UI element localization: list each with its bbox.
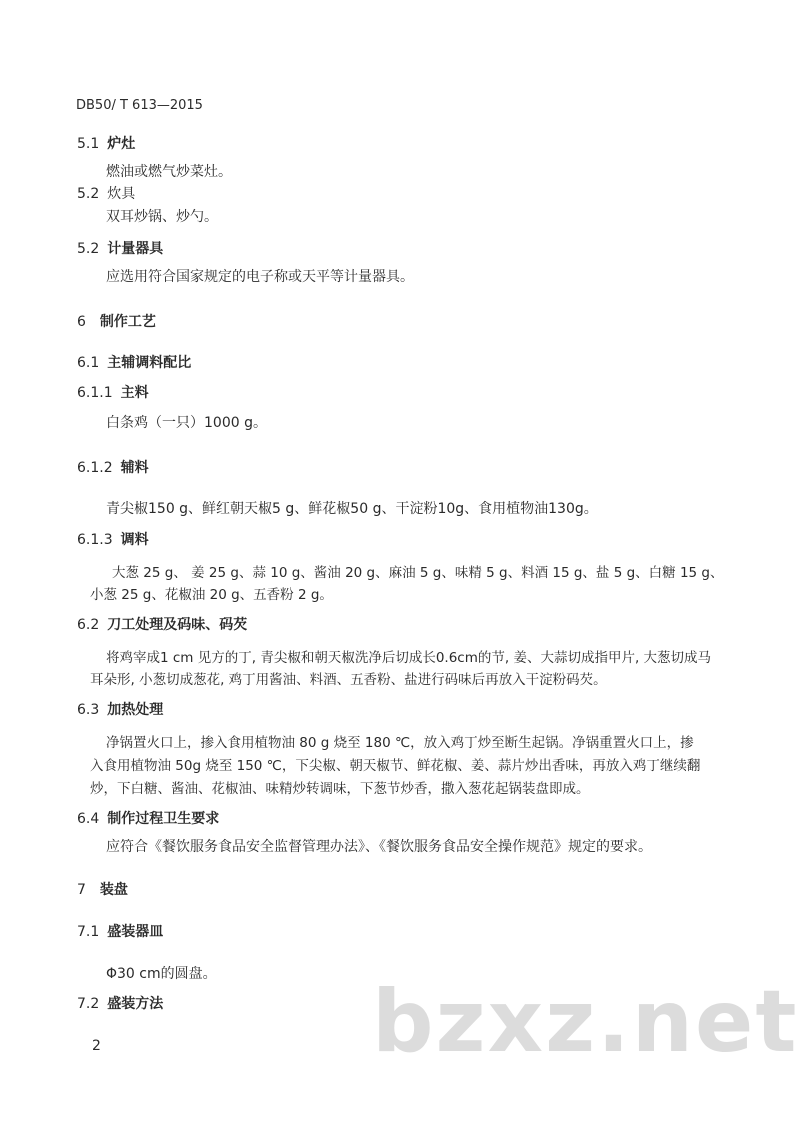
section-6-3-heading: 6.3 加热处理 (77, 702, 164, 718)
section-6-1-2-heading: 6.1.2 辅料 (77, 460, 149, 476)
section-7-2-heading: 7.2 盛装方法 (77, 996, 164, 1012)
section-7-heading: 7 装盘 (77, 882, 128, 898)
section-5-1-body: 燃油或燃气炒菜灶。 (106, 164, 232, 180)
section-6-3-body-line1: 净锅置火口上，掺入食用植物油 80 g 烧至 180 ℃，放入鸡丁炒至断生起锅。净锅重置火口上，掺 (106, 735, 694, 751)
standard-code-header: DB50/ T 613—2015 (76, 98, 203, 113)
section-6-3-body-line3: 炒，下白糖、酱油、花椒油、味精炒转调味，下葱节炒香，撒入葱花起锅装盘即成。 (90, 781, 590, 797)
section-6-1-1-heading: 6.1.1 主料 (77, 385, 149, 401)
section-6-4-heading: 6.4 制作过程卫生要求 (77, 811, 220, 827)
watermark-text: bzxz.net (372, 972, 799, 1072)
section-5-2a-heading: 5.2 炊具 (77, 186, 136, 202)
section-6-1-3-heading: 6.1.3 调料 (77, 532, 149, 548)
section-5-1-heading: 5.1 炉灶 (77, 136, 136, 152)
section-6-1-2-body: 青尖椒150 g、鲜红朝天椒5 g、鲜花椒50 g、干淀粉10g、食用植物油130g。 (106, 501, 598, 517)
page-number: 2 (92, 1038, 101, 1054)
section-6-4-body: 应符合《餐饮服务食品安全监督管理办法》、《餐饮服务食品安全操作规范》规定的要求。 (106, 839, 652, 855)
section-6-heading: 6 制作工艺 (77, 314, 156, 330)
section-6-1-1-body: 白条鸡（一只）1000 g。 (106, 415, 267, 431)
section-6-1-3-body-line1: 大葱 25 g、 姜 25 g、蒜 10 g、酱油 20 g、麻油 5 g、味精 5 g、料酒 15 g、盐 5 g、白糖 15 g、 (112, 565, 724, 581)
section-6-3-body-line2: 入食用植物油 50g 烧至 150 ℃，下尖椒、朝天椒节、鲜花椒、姜、蒜片炒出香味，再放入鸡丁继续翻 (90, 758, 701, 774)
section-7-1-heading: 7.1 盛装器皿 (77, 924, 164, 940)
section-6-2-heading: 6.2 刀工处理及码味、码芡 (77, 617, 248, 633)
section-5-2b-body: 应选用符合国家规定的电子称或天平等计量器具。 (106, 269, 414, 285)
section-6-2-body-line1: 将鸡宰成1 cm 见方的丁, 青尖椒和朝天椒洗净后切成长0.6cm的节, 姜、大蒜切成指甲片, 大葱切成马 (106, 650, 712, 666)
section-5-2a-body: 双耳炒锅、炒勺。 (106, 209, 218, 225)
section-6-2-body-line2: 耳朵形, 小葱切成葱花, 鸡丁用酱油、料酒、五香粉、盐进行码味后再放入干淀粉码芡。 (90, 672, 607, 688)
section-6-1-3-body-line2: 小葱 25 g、花椒油 20 g、五香粉 2 g。 (90, 587, 333, 603)
section-6-1-heading: 6.1 主辅调料配比 (77, 355, 192, 371)
section-7-1-body: Φ30 cm的圆盘。 (106, 966, 217, 982)
section-5-2b-heading: 5.2 计量器具 (77, 241, 164, 257)
